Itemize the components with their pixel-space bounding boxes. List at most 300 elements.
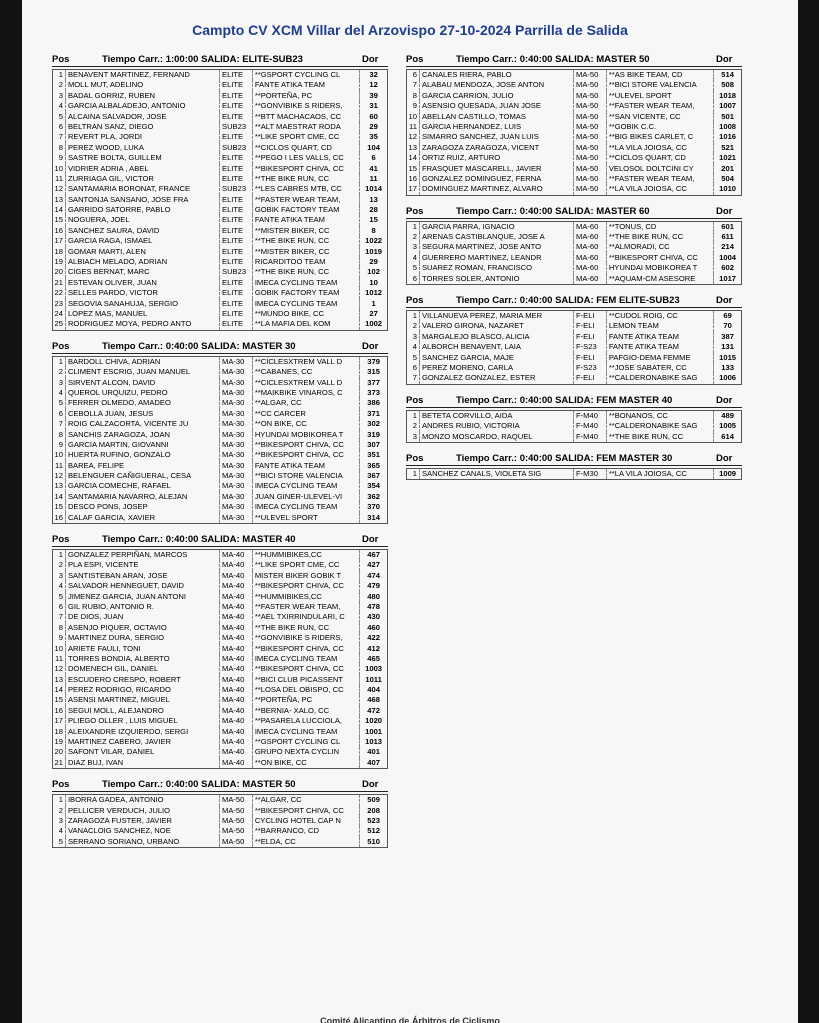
table-row — [53, 664, 387, 674]
rider-team: **FASTER WEAR TEAM, — [607, 174, 714, 184]
rider-position: 5 — [407, 263, 420, 273]
rider-team: FANTE ATIKA TEAM — [607, 332, 714, 342]
rider-name: ASENJO PIQUER, OCTAVIO — [66, 623, 220, 633]
rider-team: **TONUS, CD — [607, 222, 714, 232]
rider-name: MARTINEZ CABERO, JAVIER — [66, 737, 220, 747]
rider-dorsal: 1019 — [365, 246, 383, 256]
rider-position: 12 — [53, 471, 66, 481]
rider-category: MA-40 — [220, 550, 253, 560]
rider-category: MA-50 — [574, 153, 607, 163]
table-row — [53, 419, 387, 429]
rider-team: **BIKESPORT CHIVA, CC — [253, 440, 360, 450]
rider-team: **THE BIKE RUN, CC — [607, 232, 714, 242]
rider-dorsal: 460 — [367, 622, 380, 632]
rider-category: ELITE — [220, 299, 253, 309]
rider-team: **CICLOS QUART, CD — [607, 153, 714, 163]
rider-category: ELITE — [220, 70, 253, 80]
rider-category: MA-50 — [574, 70, 607, 80]
rider-name: PEREZ RODRIGO, RICARDO — [66, 685, 220, 695]
rider-category: MA-30 — [220, 430, 253, 440]
rider-dorsal: 465 — [367, 653, 380, 663]
rider-position: 22 — [53, 288, 66, 298]
rider-position: 15 — [53, 695, 66, 705]
rider-category: SUB23 — [220, 122, 253, 132]
table-row — [407, 184, 741, 194]
table-row — [407, 363, 741, 373]
table-row — [53, 560, 387, 570]
rider-dorsal: 1 — [371, 298, 376, 308]
rider-team: **SAN VICENTE, CC — [607, 112, 714, 122]
rider-name: ROIG CALZACORTA, VICENTE JU — [66, 419, 220, 429]
rider-position: 10 — [407, 112, 420, 122]
rider-team: **THE BIKE RUN, CC — [253, 174, 360, 184]
rider-category: F-ELI — [574, 332, 607, 342]
rider-table — [406, 221, 742, 285]
table-row — [407, 311, 741, 321]
start-grid-section — [406, 451, 742, 480]
rider-name: PLIEGO OLLER , LUIS MIGUEL — [66, 716, 220, 726]
rider-team: VELOSOL DOLTCINI CY — [607, 164, 714, 174]
rider-name: GIL RUBIO, ANTONIO R. — [66, 602, 220, 612]
rider-dorsal: 6 — [371, 153, 376, 163]
rider-category: ELITE — [220, 215, 253, 225]
rider-team: **LES CABRES MTB, CC — [253, 184, 360, 194]
rider-dorsal: 480 — [367, 591, 380, 601]
rider-position: 7 — [53, 132, 66, 142]
rider-name: BARDOLL CHIVA, ADRIAN — [66, 357, 220, 367]
rider-team: MISTER BIKER GOBIK T — [253, 571, 360, 581]
table-row — [407, 122, 741, 132]
rider-dorsal: 12 — [369, 80, 378, 90]
table-row — [53, 226, 387, 236]
table-row — [407, 332, 741, 342]
rider-category: MA-50 — [574, 184, 607, 194]
rider-position: 3 — [407, 332, 420, 342]
rider-category: MA-40 — [220, 737, 253, 747]
rider-category: MA-40 — [220, 747, 253, 757]
rider-category: F-ELI — [574, 321, 607, 331]
table-row — [53, 612, 387, 622]
table-row — [53, 388, 387, 398]
table-row — [53, 747, 387, 757]
rider-name: HUERTA RUFINO, GONZALO — [66, 450, 220, 460]
rider-position: 24 — [53, 309, 66, 319]
table-row — [53, 550, 387, 560]
table-row — [53, 184, 387, 194]
rider-team: **CALDERONABIKE SAG — [607, 421, 714, 431]
rider-name: DE DIOS, JUAN — [66, 612, 220, 622]
table-row — [407, 70, 741, 80]
section-header — [406, 52, 742, 67]
rider-team: **BERNIA- XALO, CC — [253, 706, 360, 716]
start-grid-section — [406, 293, 742, 385]
rider-table — [52, 69, 388, 331]
rider-dorsal: 510 — [367, 836, 380, 846]
rider-name: SEGUI MOLL, ALEJANDRO — [66, 706, 220, 716]
rider-position: 2 — [53, 367, 66, 377]
rider-name: SEGOVIA SANAHUJA, SERGIO — [66, 299, 220, 309]
rider-dorsal: 1005 — [719, 421, 737, 431]
rider-dorsal: 8 — [371, 225, 376, 235]
rider-category: F-ELI — [574, 311, 607, 321]
rider-name: VILLANUEVA PEREZ, MARIA MER — [420, 311, 574, 321]
rider-name: DIAZ BUJ, IVAN — [66, 758, 220, 768]
rider-dorsal: 307 — [367, 439, 380, 449]
rider-team: GOBIK FACTORY TEAM — [253, 205, 360, 215]
rider-name: FRASQUET MASCARELL, JAVIER — [420, 164, 574, 174]
rider-name: GARCIA PARRA, IGNACIO — [420, 222, 574, 232]
table-row — [53, 205, 387, 215]
table-row — [53, 112, 387, 122]
rider-category: MA-50 — [220, 826, 253, 836]
rider-name: SASTRE BOLTA, GUILLEM — [66, 153, 220, 163]
rider-name: ARENAS CASTIBLANQUE, JOSE A — [420, 232, 574, 242]
rider-category: ELITE — [220, 101, 253, 111]
rider-table — [406, 69, 742, 196]
rider-name: MARGALEJO BLASCO, ALICIA — [420, 332, 574, 342]
rider-position: 6 — [53, 602, 66, 612]
rider-category: F-M30 — [574, 469, 607, 479]
table-row — [53, 367, 387, 377]
start-grid-section — [406, 393, 742, 443]
rider-category: MA-40 — [220, 664, 253, 674]
rider-category: MA-40 — [220, 581, 253, 591]
rider-team: **ON BIKE, CC — [253, 419, 360, 429]
table-row — [53, 247, 387, 257]
rider-category: MA-30 — [220, 450, 253, 460]
rider-team: **MAIKBIKE VINAROS, C — [253, 388, 360, 398]
rider-position: 14 — [53, 685, 66, 695]
rider-position: 4 — [53, 581, 66, 591]
document-title: Campto CV XCM Villar del Arzovispo 27-10-2024 Parrilla de Salida — [192, 22, 628, 38]
rider-position: 8 — [53, 623, 66, 633]
rider-team: **ALMORADI, CC — [607, 242, 714, 252]
rider-category: MA-50 — [220, 795, 253, 805]
rider-category: MA-40 — [220, 716, 253, 726]
rider-team: **THE BIKE RUN, CC — [607, 432, 714, 442]
rider-name: SIRVENT ALCON, DAVID — [66, 378, 220, 388]
rider-name: BAREA, FELIPE — [66, 461, 220, 471]
rider-name: GARCIA MARTIN, GIOVANNI — [66, 440, 220, 450]
rider-position: 16 — [407, 174, 420, 184]
rider-name: FERRER OLMEDO, AMADEO — [66, 398, 220, 408]
rider-position: 16 — [53, 706, 66, 716]
rider-name: SANTAMARIA BORONAT, FRANCE — [66, 184, 220, 194]
rider-table — [52, 794, 388, 848]
rider-position: 19 — [53, 737, 66, 747]
rider-dorsal: 379 — [367, 356, 380, 366]
rider-category: MA-30 — [220, 378, 253, 388]
rider-dorsal: 489 — [721, 410, 734, 420]
table-row — [53, 471, 387, 481]
rider-team: **MISTER BIKER, CC — [253, 226, 360, 236]
rider-dorsal: 479 — [367, 581, 380, 591]
rider-team: **GSPORT CYCLING CL — [253, 737, 360, 747]
rider-dorsal: 601 — [721, 221, 734, 231]
rider-team: **BONANOS, CC — [607, 411, 714, 421]
rider-position: 2 — [53, 80, 66, 90]
rider-category: MA-60 — [574, 253, 607, 263]
rider-position: 2 — [53, 560, 66, 570]
rider-name: SANTISTEBAN ARAN, JOSE — [66, 571, 220, 581]
dorsal-column-label: Dor — [362, 54, 379, 65]
rider-name: PLA ESPI, VICENTE — [66, 560, 220, 570]
rider-name: ESTEVAN OLIVER, JUAN — [66, 278, 220, 288]
table-row — [407, 164, 741, 174]
rider-position: 15 — [53, 502, 66, 512]
rider-name: PEREZ MORENO, CARLA — [420, 363, 574, 373]
table-row — [53, 440, 387, 450]
rider-category: MA-40 — [220, 654, 253, 664]
rider-name: MONZO MOSCARDO, RAQUEL — [420, 432, 574, 442]
rider-dorsal: 1002 — [365, 319, 383, 329]
rider-team: **BIKESPORT CHIVA, CC — [253, 806, 360, 816]
rider-dorsal: 1018 — [719, 90, 737, 100]
rider-category: ELITE — [220, 80, 253, 90]
rider-team: **PEGO I LES VALLS, CC — [253, 153, 360, 163]
rider-dorsal: 523 — [367, 816, 380, 825]
rider-name: ZARAGOZA ZARAGOZA, VICENT — [420, 143, 574, 153]
start-grid-section — [52, 777, 388, 848]
start-grid-section — [406, 204, 742, 285]
rider-category: ELITE — [220, 278, 253, 288]
rider-dorsal: 1012 — [365, 288, 383, 298]
rider-position: 5 — [53, 398, 66, 408]
rider-team: **PORTEÑA, PC — [253, 91, 360, 101]
table-row — [53, 309, 387, 319]
rider-dorsal: 214 — [721, 242, 734, 252]
rider-team: **LA VILA JOIOSA, CC — [607, 143, 714, 153]
rider-team: **BIG BIKES CARLET, C — [607, 132, 714, 142]
rider-team: **BTT MACHACAOS, CC — [253, 112, 360, 122]
rider-team: LEMON TEAM — [607, 321, 714, 331]
rider-dorsal: 351 — [367, 450, 380, 460]
rider-team: FANTE ATIKA TEAM — [253, 80, 360, 90]
rider-category: MA-30 — [220, 388, 253, 398]
rider-position: 9 — [53, 633, 66, 643]
table-row — [407, 132, 741, 142]
rider-dorsal: 468 — [367, 695, 380, 705]
rider-team: **LIKE SPORT CME, CC — [253, 560, 360, 570]
rider-position: 11 — [53, 654, 66, 664]
rider-dorsal: 427 — [367, 560, 380, 570]
table-row — [53, 288, 387, 298]
rider-team: **MUNDO BIKE, CC — [253, 309, 360, 319]
table-row — [407, 353, 741, 363]
rider-position: 3 — [53, 91, 66, 101]
rider-dorsal: 602 — [721, 263, 734, 273]
rider-name: SERRANO SORIANO, URBANO — [66, 837, 220, 847]
rider-position: 8 — [53, 143, 66, 153]
table-row — [407, 411, 741, 421]
rider-dorsal: 1013 — [365, 737, 383, 747]
rider-name: SANTONJA SANSANO, JOSE FRA — [66, 195, 220, 205]
rider-position: 9 — [53, 153, 66, 163]
rider-position: 13 — [53, 195, 66, 205]
rider-category: MA-40 — [220, 623, 253, 633]
rider-team: **ELDA, CC — [253, 837, 360, 847]
table-row — [53, 492, 387, 502]
rider-position: 17 — [53, 236, 66, 246]
start-grid-section — [52, 339, 388, 524]
table-row — [53, 727, 387, 737]
rider-dorsal: 614 — [721, 431, 734, 441]
table-row — [53, 461, 387, 471]
rider-dorsal: 401 — [367, 747, 380, 757]
rider-team: **BARRANCO, CD — [253, 826, 360, 836]
rider-team: **AEL TXIRRINDULARI, C — [253, 612, 360, 622]
table-row — [53, 409, 387, 419]
section-header — [406, 293, 742, 308]
rider-name: TORRES BONDIA, ALBERTO — [66, 654, 220, 664]
rider-dorsal: 354 — [367, 481, 380, 491]
rider-team: IMECA CYCLING TEAM — [253, 278, 360, 288]
table-row — [407, 253, 741, 263]
rider-name: GARCIA HERNANDEZ, LUIS — [420, 122, 574, 132]
table-row — [53, 758, 387, 768]
table-row — [53, 633, 387, 643]
section-race-info: Tiempo Carr.: 0:40:00 SALIDA: FEM MASTER 30 — [456, 452, 673, 464]
table-row — [407, 469, 741, 479]
rider-name: PEREZ WOOD, LUKA — [66, 143, 220, 153]
rider-dorsal: 29 — [369, 121, 378, 131]
right-column — [406, 52, 742, 488]
rider-dorsal: 501 — [721, 111, 734, 121]
rider-category: MA-50 — [574, 143, 607, 153]
rider-team: **GSPORT CYCLING CL — [253, 70, 360, 80]
table-row — [53, 592, 387, 602]
rider-name: BENAVENT MARTINEZ, FERNAND — [66, 70, 220, 80]
rider-category: SUB23 — [220, 267, 253, 277]
rider-category: ELITE — [220, 257, 253, 267]
table-row — [407, 222, 741, 232]
rider-category: F-S23 — [574, 363, 607, 373]
table-row — [407, 263, 741, 273]
rider-category: MA-40 — [220, 644, 253, 654]
rider-dorsal: 70 — [723, 321, 732, 331]
rider-category: ELITE — [220, 132, 253, 142]
rider-team: **THE BIKE RUN, CC — [253, 267, 360, 277]
rider-name: SANCHEZ SAURA, DAVID — [66, 226, 220, 236]
table-row — [53, 571, 387, 581]
table-row — [53, 513, 387, 523]
rider-name: MARTINEZ DURA, SERGIO — [66, 633, 220, 643]
rider-team: **CICLESXTREM VALL D — [253, 378, 360, 388]
rider-name: PELLICER VERDUCH, JULIO — [66, 806, 220, 816]
rider-team: **CICLESXTREM VALL D — [253, 357, 360, 367]
rider-dorsal: 29 — [369, 257, 378, 267]
rider-category: ELITE — [220, 164, 253, 174]
table-row — [53, 685, 387, 695]
rider-dorsal: 208 — [367, 805, 380, 815]
rider-name: CEBOLLA JUAN, JESUS — [66, 409, 220, 419]
rider-team: **PASARELA LUCCIOLA, — [253, 716, 360, 726]
rider-category: MA-40 — [220, 675, 253, 685]
rider-dorsal: 404 — [367, 685, 380, 695]
rider-category: MA-50 — [574, 122, 607, 132]
rider-dorsal: 386 — [367, 398, 380, 408]
rider-position: 14 — [53, 205, 66, 215]
rider-name: SANTAMARIA NAVARRO, ALEJAN — [66, 492, 220, 502]
rider-category: F-M40 — [574, 421, 607, 431]
rider-team: **MISTER BIKER, CC — [253, 247, 360, 257]
rider-team: **CABANES, CC — [253, 367, 360, 377]
rider-dorsal: 15 — [369, 215, 378, 225]
rider-dorsal: 1003 — [365, 664, 383, 674]
rider-position: 4 — [53, 388, 66, 398]
rider-team: **LOSA DEL OBISPO, CC — [253, 685, 360, 695]
rider-name: SEGURA MARTINEZ, JOSE ANTO — [420, 242, 574, 252]
table-row — [53, 174, 387, 184]
rider-team: FANTE ATIKA TEAM — [607, 342, 714, 352]
rider-name: VANACLOIG SANCHEZ, NOE — [66, 826, 220, 836]
rider-name: ASENSI MARTINEZ, MIGUEL — [66, 695, 220, 705]
rider-category: MA-60 — [574, 263, 607, 273]
table-row — [407, 232, 741, 242]
rider-category: MA-40 — [220, 706, 253, 716]
rider-position: 9 — [407, 101, 420, 111]
table-row — [53, 795, 387, 805]
dorsal-column-label: Dor — [716, 295, 733, 307]
rider-dorsal: 104 — [367, 142, 380, 152]
rider-category: MA-30 — [220, 409, 253, 419]
table-row — [53, 257, 387, 267]
section-race-info: Tiempo Carr.: 0:40:00 SALIDA: MASTER 30 — [102, 340, 296, 352]
pos-column-label: Pos — [406, 205, 424, 217]
rider-category: MA-60 — [574, 222, 607, 232]
rider-name: SANCHEZ GARCIA, MAJE — [420, 353, 574, 363]
table-row — [407, 274, 741, 284]
rider-name: ZURRIAGA GIL, VICTOR — [66, 174, 220, 184]
table-row — [53, 602, 387, 612]
rider-team: **BIKESPORT CHIVA, CC — [253, 450, 360, 460]
section-header — [406, 393, 742, 408]
rider-position: 12 — [53, 184, 66, 194]
rider-team: **GONVIBIKE S RIDERS, — [253, 101, 360, 111]
dorsal-column-label: Dor — [716, 394, 733, 406]
rider-team: RICARDITOO TEAM — [253, 257, 360, 267]
rider-position: 6 — [53, 122, 66, 132]
rider-name: ABELLAN CASTILLO, TOMAS — [420, 112, 574, 122]
table-row — [53, 153, 387, 163]
rider-team: **BICI CLUB PICASSENT — [253, 675, 360, 685]
rider-category: MA-30 — [220, 367, 253, 377]
rider-category: ELITE — [220, 153, 253, 163]
rider-dorsal: 362 — [367, 491, 380, 501]
rider-position: 4 — [53, 826, 66, 836]
rider-name: BADAL GORRIZ, RUBEN — [66, 91, 220, 101]
table-row — [53, 716, 387, 726]
rider-position: 1 — [53, 795, 66, 805]
rider-table — [406, 310, 742, 385]
rider-team: PAFGIO-DEMA FEMME — [607, 353, 714, 363]
rider-category: MA-30 — [220, 461, 253, 471]
rider-name: ANDRES RUBIO, VICTORIA — [420, 421, 574, 431]
rider-name: SANCHIS ZARAGOZA, JOAN — [66, 430, 220, 440]
rider-category: MA-40 — [220, 571, 253, 581]
rider-dorsal: 387 — [721, 331, 734, 341]
rider-position: 25 — [53, 319, 66, 329]
rider-dorsal: 377 — [367, 377, 380, 387]
rider-team: JUAN GINER-ULEVEL-VI — [253, 492, 360, 502]
rider-category: MA-50 — [574, 101, 607, 111]
rider-category: MA-30 — [220, 513, 253, 523]
pos-column-label: Pos — [52, 340, 70, 352]
rider-position: 7 — [53, 419, 66, 429]
rider-position: 11 — [407, 122, 420, 132]
rider-dorsal: 315 — [367, 367, 380, 377]
pos-column-label: Pos — [52, 54, 70, 65]
